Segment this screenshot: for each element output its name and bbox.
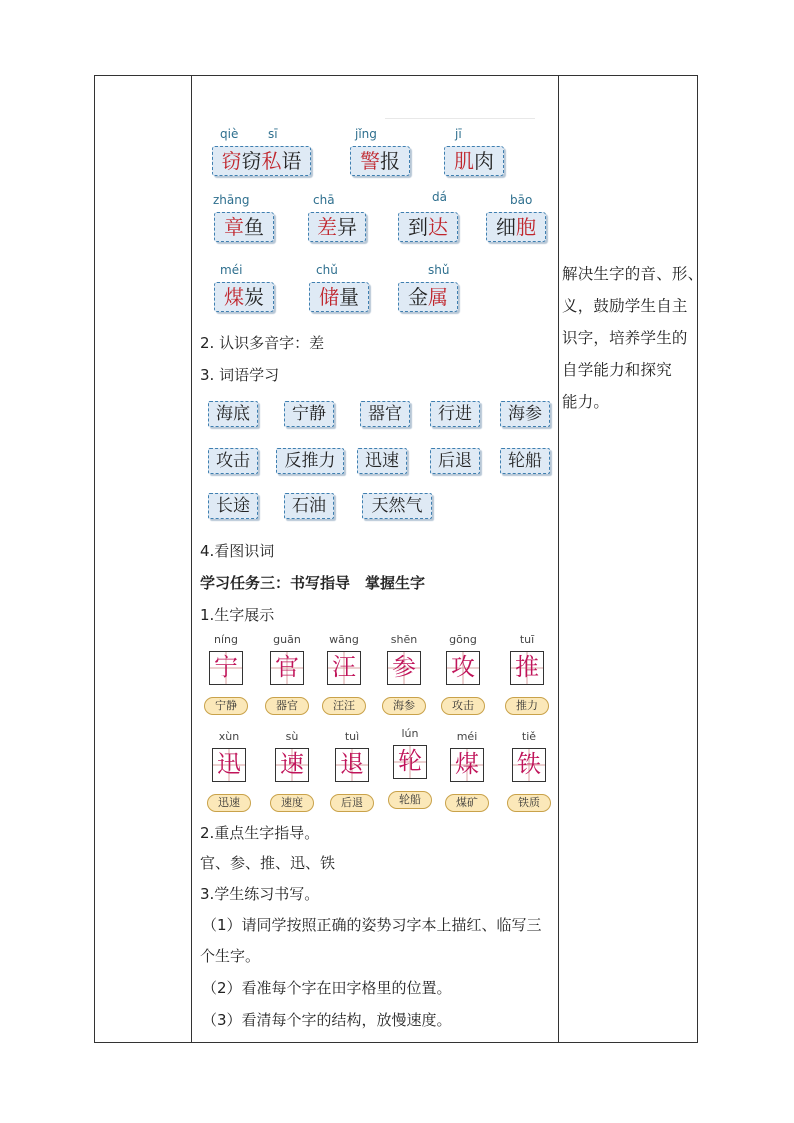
text-key_guide: 2.重点生字指导。 <box>200 824 320 842</box>
char-pinyin: méi <box>456 730 478 743</box>
lesson-table <box>94 75 704 1043</box>
pinyin-label: dá <box>432 190 447 204</box>
text-polyphone: 2. 认识多音字：差 <box>200 334 325 352</box>
text-p3: （3）看清每个字的结构，放慢速度。 <box>202 1011 452 1029</box>
target-char: 警 <box>360 149 380 173</box>
vocab-card <box>444 146 504 176</box>
target-char: 差 <box>317 215 337 239</box>
pinyin-label: sī <box>268 127 278 141</box>
text-p1a: （1）请同学按照正确的姿势习字本上描红、临写三 <box>202 916 542 934</box>
char-pinyin: lún <box>401 727 419 740</box>
vocab-card <box>350 146 410 176</box>
pinyin-label: qiè <box>220 127 239 141</box>
example-word-pill: 迅速 <box>207 794 251 812</box>
column-divider <box>558 75 559 1043</box>
char-pinyin: xùn <box>218 730 240 743</box>
tianzige-char: 汪 <box>327 651 361 685</box>
target-char: 属 <box>428 285 448 309</box>
vocab-char: 鱼 <box>244 215 264 239</box>
word-card: 行进 <box>430 401 480 427</box>
note-line: 识字，培养学生的 <box>562 329 688 347</box>
word-card: 长途 <box>208 493 258 519</box>
target-char: 肌 <box>454 149 474 173</box>
vocab-card <box>308 212 366 242</box>
tianzige-char: 轮 <box>393 745 427 779</box>
note-line: 解决生字的音、形、 <box>562 265 704 283</box>
pinyin-label: bāo <box>510 193 533 207</box>
target-char: 储 <box>319 285 339 309</box>
vocab-card <box>398 282 458 312</box>
word-card: 迅速 <box>357 448 407 474</box>
vocab-char: 到 <box>408 215 428 239</box>
pinyin-label: chā <box>313 193 335 207</box>
tianzige-char: 官 <box>270 651 304 685</box>
vocab-card <box>214 212 274 242</box>
example-word-pill: 推力 <box>505 697 549 715</box>
word-card: 后退 <box>430 448 480 474</box>
vocab-card <box>486 212 546 242</box>
target-char: 私 <box>261 149 282 173</box>
note-line: 能力。 <box>562 393 610 411</box>
vocab-char: 金 <box>408 285 428 309</box>
tianzige-char: 推 <box>510 651 544 685</box>
char-pinyin: tuì <box>344 730 360 743</box>
word-card: 海参 <box>500 401 550 427</box>
example-word-pill: 海参 <box>382 697 426 715</box>
target-char: 胞 <box>516 215 536 239</box>
vocab-card <box>212 146 311 176</box>
char-pinyin: guān <box>273 633 301 646</box>
word-card: 轮船 <box>500 448 550 474</box>
vocab-char: 量 <box>339 285 359 309</box>
note-line: 自学能力和探究 <box>562 361 672 379</box>
vocab-char: 异 <box>337 215 357 239</box>
text-display: 1.生字展示 <box>200 606 275 624</box>
text-words_title: 3. 词语学习 <box>200 366 280 384</box>
teaching-note <box>562 258 704 418</box>
word-card: 石油 <box>284 493 334 519</box>
char-pinyin: sù <box>285 730 299 743</box>
pinyin-label: chǔ <box>316 263 338 277</box>
tianzige-char: 退 <box>335 748 369 782</box>
char-pinyin: tuī <box>519 633 535 646</box>
text-task3: 学习任务三：书写指导 掌握生字 <box>200 574 426 592</box>
example-word-pill: 后退 <box>330 794 374 812</box>
note-line: 义，鼓励学生自主 <box>562 297 688 315</box>
example-word-pill: 煤矿 <box>445 794 489 812</box>
target-char: 章 <box>224 215 244 239</box>
word-card: 海底 <box>208 401 258 427</box>
word-card: 反推力 <box>276 448 344 474</box>
target-char: 窃 <box>221 149 242 173</box>
vocab-card <box>398 212 458 242</box>
vocab-char: 报 <box>380 149 400 173</box>
tianzige-char: 煤 <box>450 748 484 782</box>
pinyin-label: méi <box>220 263 243 277</box>
char-pinyin: shēn <box>390 633 418 646</box>
tianzige-char: 宁 <box>209 651 243 685</box>
text-key_chars: 官、参、推、迅、铁 <box>200 854 336 872</box>
pinyin-label: jī <box>455 127 462 141</box>
word-card: 宁静 <box>284 401 334 427</box>
text-practice: 3.学生练习书写。 <box>200 885 320 903</box>
char-pinyin: gōng <box>449 633 477 646</box>
example-word-pill: 器官 <box>265 697 309 715</box>
vocab-char: 肉 <box>474 149 494 173</box>
word-card: 器官 <box>360 401 410 427</box>
word-card: 天然气 <box>362 493 432 519</box>
char-pinyin: wāng <box>329 633 359 646</box>
vocab-char: 炭 <box>244 285 264 309</box>
vocab-card <box>309 282 369 312</box>
tianzige-char: 参 <box>387 651 421 685</box>
pinyin-label: jǐng <box>355 127 377 141</box>
tianzige-char: 铁 <box>512 748 546 782</box>
tianzige-char: 攻 <box>446 651 480 685</box>
vocab-char: 窃 <box>241 149 262 173</box>
char-pinyin: tiě <box>521 730 537 743</box>
vocab-char: 细 <box>496 215 516 239</box>
target-char: 煤 <box>224 285 244 309</box>
text-p2: （2）看准每个字在田字格里的位置。 <box>202 979 452 997</box>
pinyin-label: shǔ <box>428 263 450 277</box>
text-picture_words: 4.看图识词 <box>200 542 275 560</box>
text-p1b: 个生字。 <box>200 947 261 965</box>
vocab-char: 语 <box>281 149 302 173</box>
example-word-pill: 宁静 <box>204 697 248 715</box>
word-card: 攻击 <box>208 448 258 474</box>
pinyin-label: zhāng <box>213 193 250 207</box>
example-word-pill: 汪汪 <box>322 697 366 715</box>
example-word-pill: 攻击 <box>441 697 485 715</box>
tianzige-char: 迅 <box>212 748 246 782</box>
example-word-pill: 铁质 <box>507 794 551 812</box>
example-word-pill: 速度 <box>270 794 314 812</box>
divider <box>385 118 535 119</box>
column-divider <box>191 75 192 1043</box>
vocab-card <box>214 282 274 312</box>
char-pinyin: níng <box>214 633 238 646</box>
example-word-pill: 轮船 <box>388 791 432 809</box>
target-char: 达 <box>428 215 448 239</box>
tianzige-char: 速 <box>275 748 309 782</box>
